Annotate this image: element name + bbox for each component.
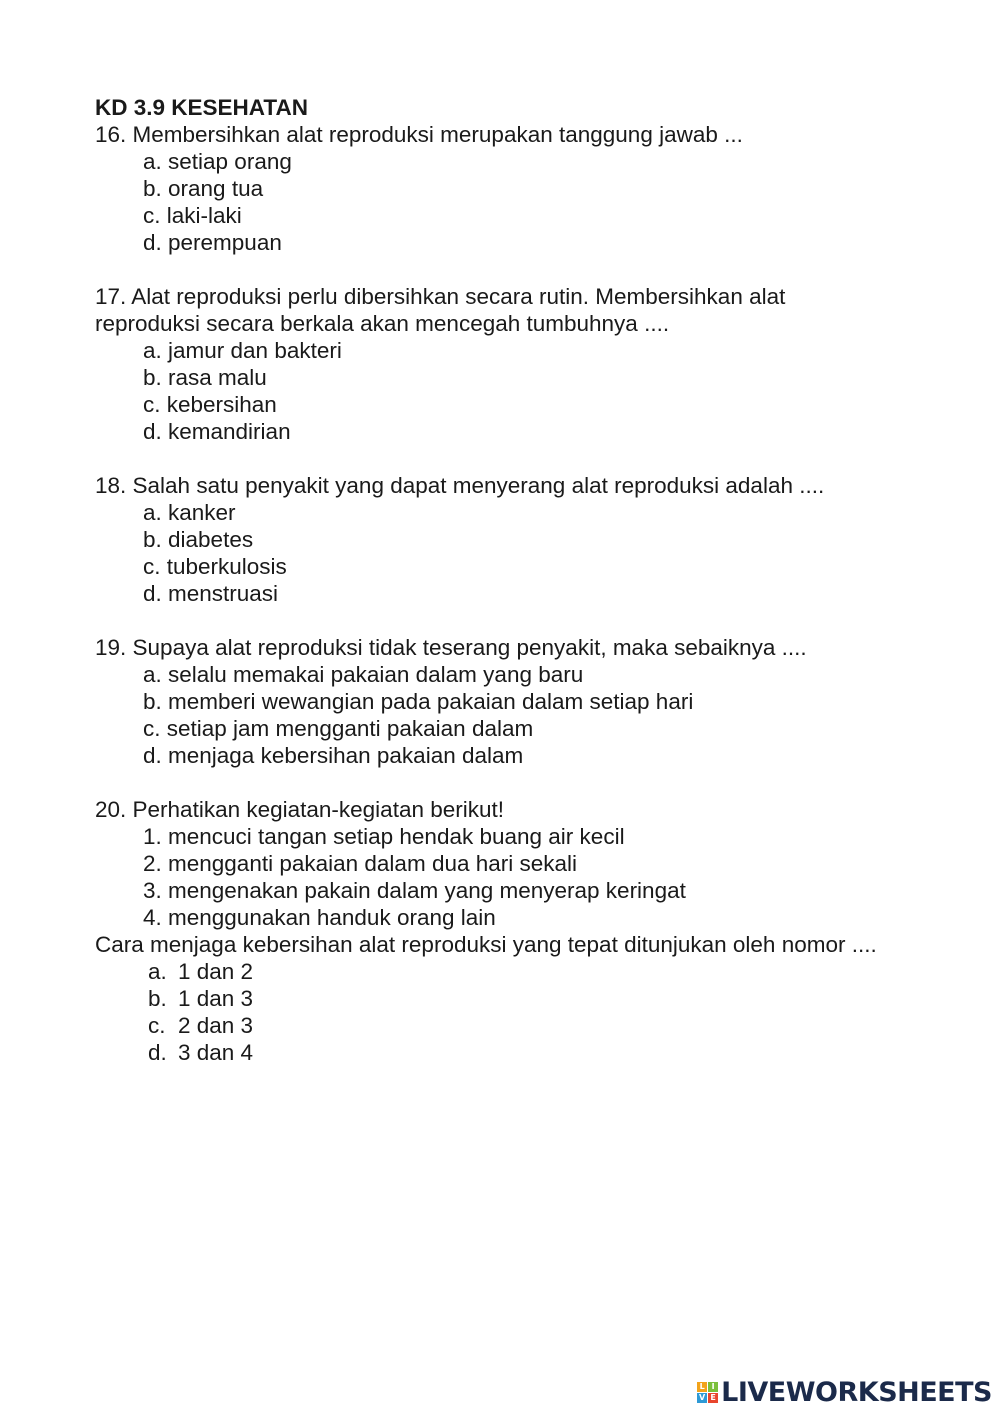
- option-label: b.: [148, 986, 167, 1011]
- page-title: KD 3.9 KESEHATAN: [95, 95, 308, 120]
- activity-list: [95, 823, 895, 931]
- option-list: [95, 958, 895, 1066]
- option-b[interactable]: b. orang tua: [143, 176, 264, 201]
- option-d[interactable]: d. menstruasi: [143, 581, 279, 606]
- option-d[interactable]: d. menjaga kebersihan pakaian dalam: [143, 743, 524, 768]
- worksheet-page: [95, 94, 895, 1066]
- activity-item-3: 3. mengenakan pakain dalam yang menyerap keringat: [143, 878, 686, 903]
- option-label: d.: [148, 1040, 167, 1065]
- option-d[interactable]: d. perempuan: [143, 230, 282, 255]
- liveworksheets-logo: [697, 1377, 992, 1407]
- logo-text: LIVEWORKSHEETS: [721, 1376, 992, 1408]
- question-text: 17. Alat reproduksi perlu dibersihkan secara rutin. Membersihkan alat reproduksi secara berkala akan mencegah tumbuhnya ....: [95, 284, 786, 336]
- option-list: [95, 148, 895, 256]
- option-a[interactable]: a. jamur dan bakteri: [143, 338, 342, 363]
- option-list: [95, 499, 895, 607]
- option-b[interactable]: [148, 985, 895, 1012]
- question-text: 20. Perhatikan kegiatan-kegiatan berikut!: [95, 797, 505, 822]
- option-c[interactable]: c. laki-laki: [143, 203, 242, 228]
- question-text: 18. Salah satu penyakit yang dapat menyerang alat reproduksi adalah ....: [95, 473, 825, 498]
- option-list: [95, 337, 895, 445]
- option-label: a.: [148, 959, 167, 984]
- activity-item-1: 1. mencuci tangan setiap hendak buang air kecil: [143, 824, 625, 849]
- question-text: 19. Supaya alat reproduksi tidak teserang penyakit, maka sebaiknya ....: [95, 635, 807, 660]
- option-label: c.: [148, 1013, 166, 1038]
- option-a[interactable]: a. setiap orang: [143, 149, 292, 174]
- option-a[interactable]: a. kanker: [143, 500, 236, 525]
- activity-item-4: 4. menggunakan handuk orang lain: [143, 905, 496, 930]
- option-d[interactable]: d. kemandirian: [143, 419, 291, 444]
- logo-letter-i: I: [708, 1382, 718, 1392]
- question-18: [95, 472, 895, 607]
- logo-mark-icon: [697, 1382, 718, 1403]
- option-text: 2 dan 3: [178, 1013, 254, 1038]
- question-prompt: Cara menjaga kebersihan alat reproduksi yang tepat ditunjukan oleh nomor ....: [95, 932, 877, 957]
- question-17: [95, 283, 895, 445]
- option-c[interactable]: c. kebersihan: [143, 392, 277, 417]
- option-text: 1 dan 3: [178, 986, 254, 1011]
- option-a[interactable]: a. selalu memakai pakaian dalam yang baru: [143, 662, 584, 687]
- logo-letter-l: L: [697, 1382, 707, 1392]
- logo-letter-v: V: [699, 1392, 706, 1402]
- option-text: 3 dan 4: [178, 1040, 254, 1065]
- question-text: 16. Membersihkan alat reproduksi merupakan tanggung jawab ...: [95, 122, 743, 147]
- question-20: [95, 796, 895, 1066]
- activity-item-2: 2. mengganti pakaian dalam dua hari sekali: [143, 851, 578, 876]
- option-c[interactable]: c. setiap jam mengganti pakaian dalam: [143, 716, 534, 741]
- question-19: [95, 634, 895, 769]
- option-text: 1 dan 2: [178, 959, 254, 984]
- option-d[interactable]: [148, 1039, 895, 1066]
- option-b[interactable]: b. memberi wewangian pada pakaian dalam setiap hari: [143, 689, 694, 714]
- option-a[interactable]: [148, 958, 895, 985]
- option-list: [95, 661, 895, 769]
- option-b[interactable]: b. rasa malu: [143, 365, 267, 390]
- logo-letter-e: E: [708, 1393, 718, 1403]
- option-c[interactable]: c. tuberkulosis: [143, 554, 287, 579]
- question-16: [95, 121, 895, 256]
- option-c[interactable]: [148, 1012, 895, 1039]
- option-b[interactable]: b. diabetes: [143, 527, 254, 552]
